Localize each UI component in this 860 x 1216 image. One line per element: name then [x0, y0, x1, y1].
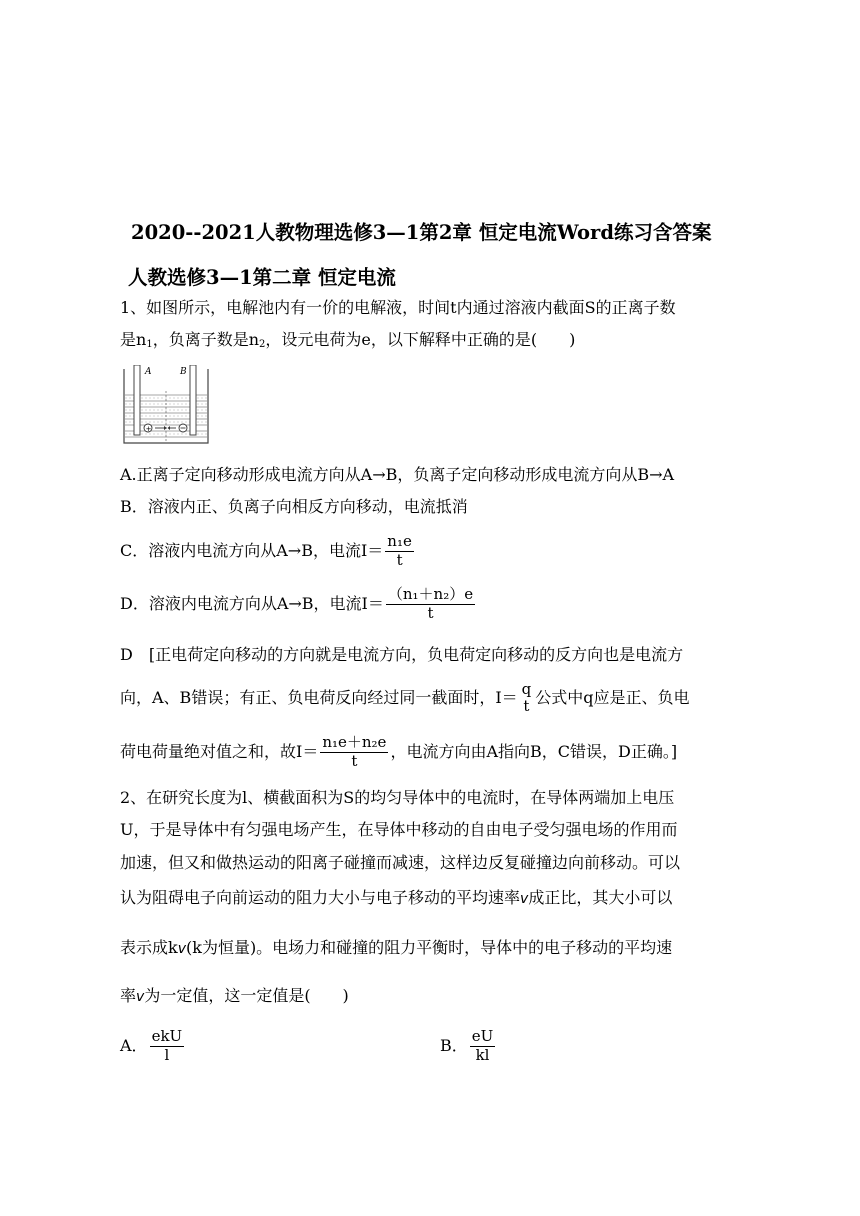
q2-stem-line4: 认为阻碍电子向前运动的阻力大小与电子移动的平均速率v成正比，其大小可以: [120, 888, 673, 907]
q1-answer-line2: 向，A、B错误；有正、负电荷反向经过同一截面时，I＝ q t 公式中q应是正、负电: [120, 679, 690, 715]
q2-option-b: B． $\frac{eU}{kl}$: [440, 1027, 494, 1064]
q1-stem-line1: 1、如图所示，电解池内有一价的电解液，时间t内通过溶液内截面S的正离子数: [120, 298, 676, 317]
q2-stem-line1: 2、在研究长度为l、横截面积为S的均匀导体中的电流时，在导体两端加上电压: [120, 788, 675, 807]
document-title: 2020--2021人教物理选修3—1第2章 恒定电流Word练习含答案: [131, 221, 712, 244]
q1-option-d: D．溶液内电流方向从A→B，电流I＝ $\frac{\text{（n₁＋n₂）e}}{t}$: [120, 585, 474, 622]
q2-stem-line2: U，于是导体中有匀强电场产生，在导体中移动的自由电子受匀强电场的作用而: [120, 820, 678, 839]
fraction: q t: [521, 679, 532, 715]
fraction: $\frac{eU}{kl}$: [471, 1027, 494, 1064]
q2-stem-line3: 加速，但又和做热运动的阳离子碰撞而减速，这样边反复碰撞边向前移动。可以: [120, 853, 681, 872]
electrode-b-label: B: [180, 367, 187, 377]
q2-option-a: A． $\frac{\text{ekU}}{l}$: [120, 1027, 183, 1064]
q2-stem-line5: 表示成kv(k为恒量)。电场力和碰撞的阻力平衡时，导体中的电子移动的平均速: [120, 938, 673, 957]
fraction: $\frac{\text{ekU}}{l}$: [151, 1027, 183, 1064]
q1-answer-line1: D [正电荷定向移动的方向就是电流方向，负电荷定向移动的反方向也是电流方: [120, 645, 684, 664]
q1-option-a: A.正离子定向移动形成电流方向从A→B，负离子定向移动形成电流方向从B→A: [120, 465, 675, 484]
q1-answer-line3: 荷电荷量绝对值之和，故I＝ $\frac{\text{n₁e＋n₂e}}{t}$ ，电流方向由A指向B，C错误，D正确。]: [120, 733, 678, 770]
q1-option-c: C．溶液内电流方向从A→B，电流I＝ $\frac{\text{n₁e}}{t}$: [120, 532, 412, 569]
fraction: $\frac{\text{n₁e＋n₂e}}{t}$: [322, 733, 387, 770]
electrode-a-label: A: [145, 367, 152, 377]
svg-text:+: +: [145, 425, 152, 433]
q1-stem-line2: 是$n_1$，负离子数是$n_2$，设元电荷为e，以下解释中正确的是( ): [120, 330, 576, 350]
section-heading: 人教选修3—1第二章 恒定电流: [128, 266, 396, 289]
electrolytic-cell-figure: [120, 365, 212, 449]
q2-stem-line6: 率v为一定值，这一定值是( ): [120, 986, 349, 1005]
fraction: $\frac{\text{n₁e}}{t}$: [387, 532, 412, 569]
q1-option-b: B．溶液内正、负离子向相反方向移动，电流抵消: [120, 497, 468, 516]
fraction: $\frac{\text{（n₁＋n₂）e}}{t}$: [387, 585, 474, 622]
